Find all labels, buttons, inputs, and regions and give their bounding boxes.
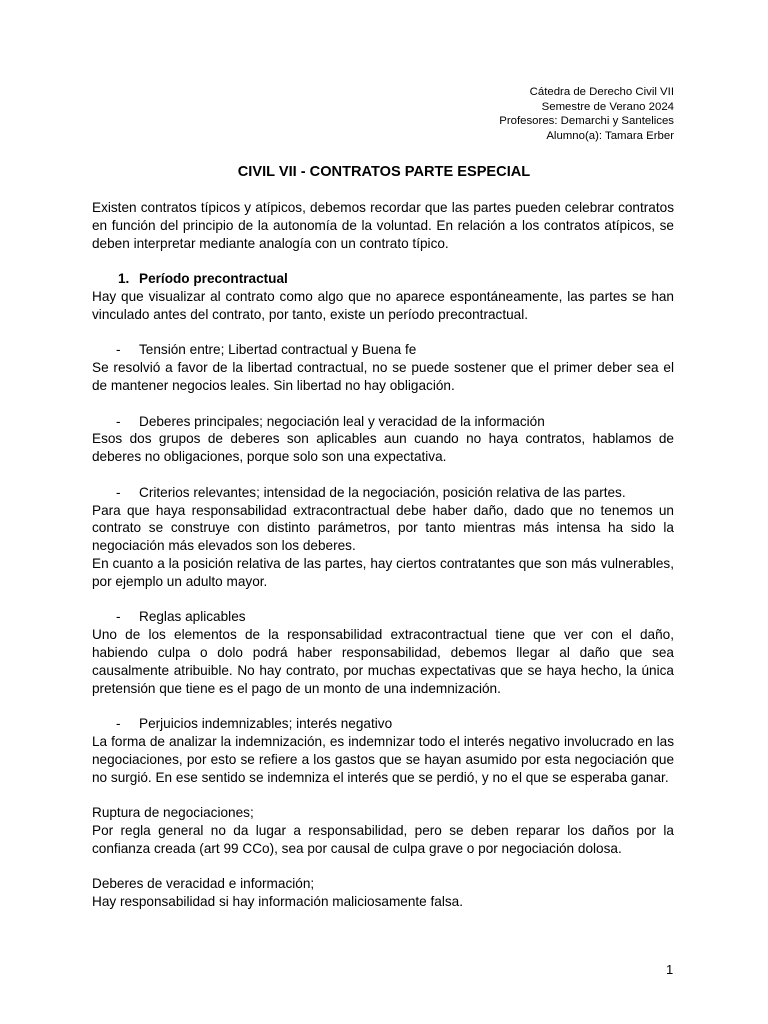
bullet-label: Reglas aplicables	[139, 609, 246, 625]
bullet-paragraph: Esos dos grupos de deberes son aplicables aun cuando no haya contratos, hablamos de deberes no obligaciones, porque solo son una expectativa.	[92, 431, 674, 465]
bullet-label: Tensión entre; Libertad contractual y Buena fe	[139, 342, 417, 358]
header-line-course: Cátedra de Derecho Civil VII	[529, 86, 674, 98]
bullet-dash: -	[116, 484, 121, 500]
bullet-item	[92, 413, 674, 431]
bullet-label: Perjuicios indemnizables; interés negativo	[139, 716, 393, 732]
document-title: CIVIL VII - CONTRATOS PARTE ESPECIAL	[237, 164, 531, 180]
ruptura-paragraph: Por regla general no da lugar a responsabilidad, pero se deben reparar los daños por la confianza creada (art 99 CCo), sea por causal de culpa grave o por negociación dolosa.	[92, 822, 674, 856]
section-1-number: 1.	[118, 271, 130, 287]
bullet-paragraph: Se resolvió a favor de la libertad contractual, no se puede sostener que el primer deber sea el de mantener negocios leales. Sin libertad no hay obligación.	[92, 360, 674, 393]
bullet-dash: -	[116, 413, 121, 429]
bullet-label: Criterios relevantes; intensidad de la negociación, posición relativa de las partes.	[139, 484, 626, 500]
course-header	[499, 85, 674, 143]
document-body	[92, 199, 674, 911]
bullet-paragraph: La forma de analizar la indemnización, es indemnizar todo el interés negativo involucrado en las negociaciones, por esto se refiere a los gastos que se hayan asumido por esta negociación que no surgió. En ese sentido se indemniza el interés que se perdió, y no el que se esperaba ganar.	[92, 733, 674, 785]
section-1-title: Período precontractual	[139, 271, 288, 287]
ruptura-heading: Ruptura de negociaciones;	[92, 805, 254, 821]
bullet-dash: -	[116, 716, 121, 732]
bullet-item	[92, 715, 674, 733]
header-line-semester: Semestre de Verano 2024	[541, 100, 674, 113]
bullet-label: Deberes principales; negociación leal y veracidad de la información	[139, 413, 545, 429]
section-1-paragraph: Hay que visualizar al contrato como algo que no aparece espontáneamente, las partes se han vinculado antes del contrato, por tanto, existe un período precontractual.	[92, 288, 674, 322]
section-1-heading	[92, 270, 674, 288]
veracidad-paragraph: Hay responsabilidad si hay información maliciosamente falsa.	[92, 894, 463, 910]
veracidad-heading: Deberes de veracidad e información;	[92, 876, 315, 892]
bullet-item	[92, 484, 674, 502]
intro-paragraph: Existen contratos típicos y atípicos, debemos recordar que las partes pueden celebrar contratos en función del principio de la autonomía de la voluntad. En relación a los contratos atípicos, se deben interpretar mediante analogía con un contrato típico.	[92, 200, 674, 251]
page-number: 1	[666, 962, 674, 977]
header-line-professors: Profesores: Demarchi y Santelices	[499, 115, 674, 128]
bullet-dash: -	[116, 342, 121, 358]
bullet-item	[92, 341, 674, 359]
bullet-dash: -	[116, 609, 121, 625]
bullet-paragraph: En cuanto a la posición relativa de las partes, hay ciertos contratantes que son más vulnerables, por ejemplo un adulto mayor.	[92, 555, 674, 589]
bullet-item	[92, 608, 674, 626]
bullet-paragraph: Uno de los elementos de la responsabilidad extracontractual tiene que ver con el daño, habiendo culpa o dolo podrá haber responsabilidad, debemos llegar al daño que sea causalmente atribuible. No hay contrato, por muchas expectativas que se haya hecho, la única pretensión que tiene es el pago de un monto de una indemnización.	[92, 627, 674, 696]
bullet-paragraph: Para que haya responsabilidad extracontractual debe haber daño, dado que no tenemos un contrato se construye con distinto parámetros, por tanto mientras más intensa ha sido la negociación más elevados son los deberes.	[92, 502, 674, 554]
header-line-student: Alumno(a): Tamara Erber	[546, 129, 674, 142]
